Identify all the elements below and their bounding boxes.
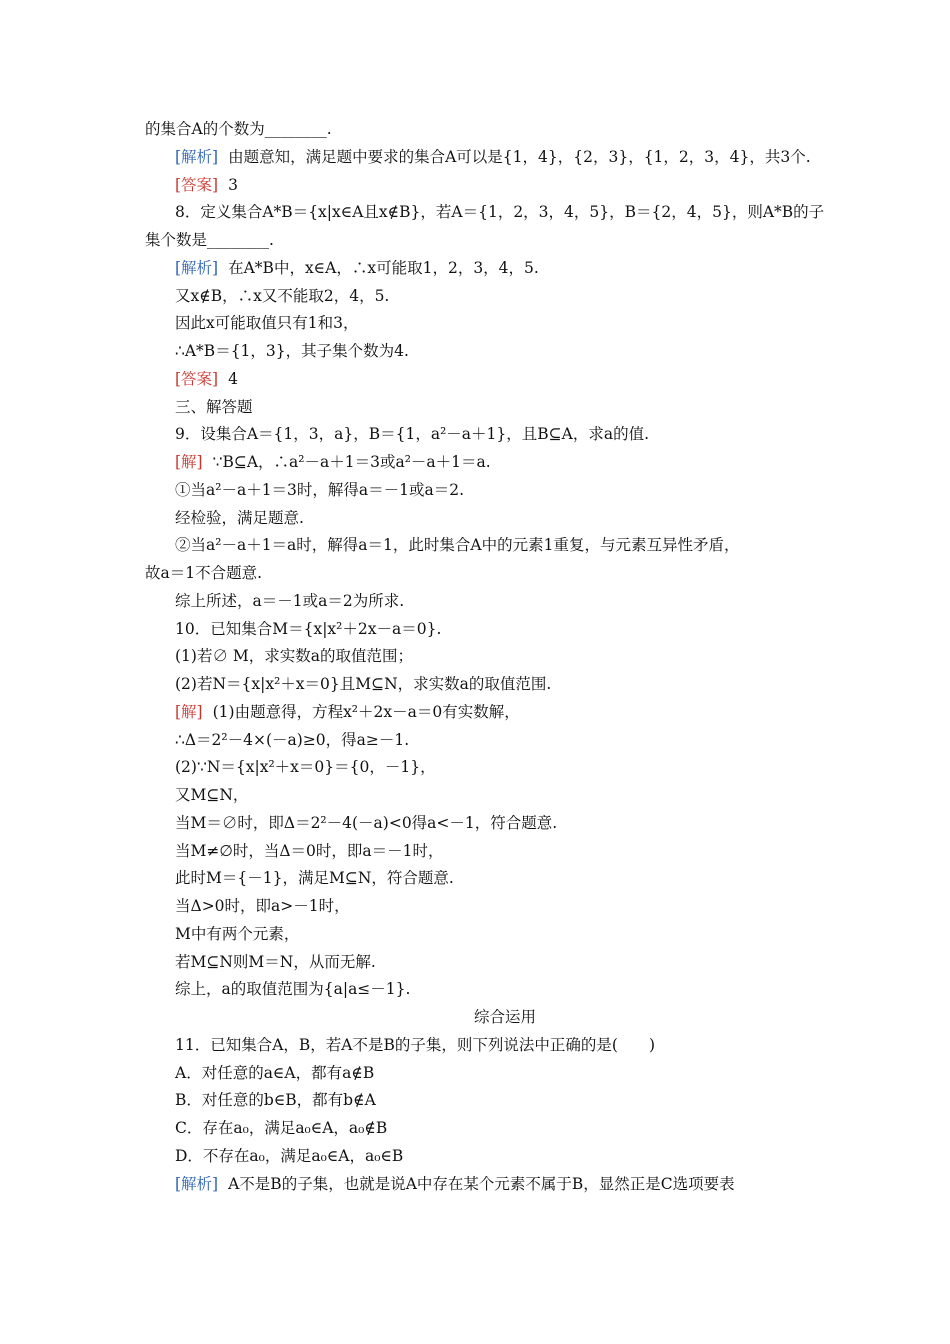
text-line: [0, 338, 950, 364]
text-line: [0, 671, 950, 697]
text-line: [0, 366, 950, 392]
line-text: 综合运用: [473, 1008, 536, 1026]
line-text: 9．设集合A＝{1，3，a}，B＝{1，a²－a＋1}，且B⊆A，求a的值.: [175, 425, 650, 444]
line-text: 11．已知集合A，B，若A不是B的子集，则下列说法中正确的是( ): [175, 1035, 655, 1054]
text-line: [0, 699, 950, 725]
text-line: [0, 1032, 950, 1058]
answer-tag: [解]: [175, 702, 203, 721]
text-line: [0, 505, 950, 531]
text-line: [0, 976, 950, 1002]
text-line: [0, 865, 950, 891]
line-text: A．对任意的a∈A，都有a∉B: [175, 1063, 375, 1082]
section-heading: [0, 1004, 950, 1030]
line-text: (2)若N＝{x|x²＋x＝0}且M⊆N，求实数a的取值范围.: [175, 675, 552, 693]
text-line: [0, 199, 950, 225]
line-text: ②当a²－a＋1＝a时，解得a＝1，此时集合A中的元素1重复，与元素互异性矛盾，: [175, 536, 740, 555]
line-text: ∵B⊆A，∴a²－a＋1＝3或a²－a＋1＝a.: [212, 453, 491, 471]
text-line: [0, 893, 950, 919]
line-text: 又x∉B，∴x又不能取2，4，5.: [175, 286, 390, 305]
answer-tag: [答案]: [175, 175, 219, 194]
line-text: 8．定义集合A*B＝{x|x∈A且x∉B}，若A＝{1，2，3，4，5}，B＝{2，4，5}，则A*B的子: [175, 203, 825, 222]
text-line: [0, 727, 950, 753]
text-line: [0, 921, 950, 947]
line-text: C．存在a₀，满足a₀∈A，a₀∉B: [175, 1119, 388, 1137]
text-line: [0, 477, 950, 503]
line-text: 三、解答题: [175, 397, 253, 416]
text-line: [0, 1171, 950, 1197]
text-line: [0, 1060, 950, 1086]
text-line: [0, 616, 950, 642]
text-line: [0, 449, 950, 475]
line-text: 当M＝∅时，即Δ＝2²－4(－a)<0得a<－1，符合题意.: [175, 813, 558, 832]
text-line: [0, 144, 950, 170]
line-text: 由题意知，满足题中要求的集合A可以是{1，4}，{2，3}，{1，2，3，4}，共3个.: [228, 147, 811, 166]
text-line: [0, 1087, 950, 1113]
text-line: [0, 421, 950, 447]
line-text: 的集合A的个数为________.: [145, 120, 332, 138]
text-line: [0, 949, 950, 975]
text-line: [0, 116, 950, 142]
text-line: [0, 532, 950, 558]
text-line: [0, 782, 950, 808]
line-text: (1)由题意得，方程x²＋2x－a＝0有实数解，: [212, 702, 520, 721]
line-text: 又M⊆N，: [175, 786, 249, 804]
answer-tag: [解析]: [175, 258, 219, 277]
line-text: A不是B的子集，也就是说A中存在某个元素不属于B，显然正是C选项要表: [228, 1174, 735, 1193]
text-line: [0, 394, 950, 420]
line-text: 此时M＝{－1}，满足M⊆N，符合题意.: [175, 869, 454, 888]
text-line: [0, 1115, 950, 1141]
line-text: (1)若∅ M，求实数a的取值范围；: [175, 647, 413, 666]
line-text: 当M≠∅时，当Δ＝0时，即a＝－1时，: [175, 841, 444, 860]
answer-tag: [答案]: [175, 369, 219, 388]
line-text: 在A*B中，x∈A，∴x可能取1，2，3，4，5.: [228, 258, 539, 277]
line-text: 4: [228, 369, 238, 388]
text-line: [0, 838, 950, 864]
line-text: D．不存在a₀，满足a₀∈A，a₀∈B: [175, 1146, 404, 1165]
line-text: 集个数是________.: [145, 231, 274, 249]
line-text: 经检验，满足题意.: [175, 508, 304, 527]
line-text: 当Δ>0时，即a>－1时，: [175, 897, 350, 915]
answer-tag: [解析]: [175, 147, 219, 166]
line-text: (2)∵N＝{x|x²＋x＝0}＝{0，－1}，: [175, 758, 436, 777]
text-line: [0, 754, 950, 780]
text-line: [0, 643, 950, 669]
text-line: [0, 283, 950, 309]
text-line: [0, 588, 950, 614]
answer-tag: [解析]: [175, 1174, 219, 1193]
line-text: B．对任意的b∈B，都有b∉A: [175, 1091, 376, 1110]
text-line: [0, 255, 950, 281]
line-text: M中有两个元素，: [175, 924, 300, 943]
line-text: 综上，a的取值范围为{a|a≤－1}.: [175, 980, 411, 999]
line-text: 若M⊆N则M＝N，从而无解.: [175, 952, 376, 971]
line-text: 10．已知集合M＝{x|x²＋2x－a＝0}.: [175, 619, 442, 638]
answer-tag: [解]: [175, 453, 203, 471]
line-text: 因此x可能取值只有1和3，: [175, 314, 359, 333]
line-text: ∴A*B＝{1，3}，其子集个数为4.: [175, 342, 409, 360]
text-line: [0, 227, 950, 253]
text-line: [0, 560, 950, 586]
line-text: ∴Δ＝2²－4×(－a)≥0，得a≥－1.: [175, 730, 410, 749]
text-line: [0, 810, 950, 836]
line-text: ①当a²－a＋1＝3时，解得a＝－1或a＝2.: [175, 480, 465, 499]
line-text: 3: [228, 175, 238, 194]
text-line: [0, 310, 950, 336]
text-line: [0, 1143, 950, 1169]
line-text: 综上所述，a＝－1或a＝2为所求.: [175, 591, 405, 610]
text-line: [0, 172, 950, 198]
line-text: 故a＝1不合题意.: [145, 564, 263, 582]
